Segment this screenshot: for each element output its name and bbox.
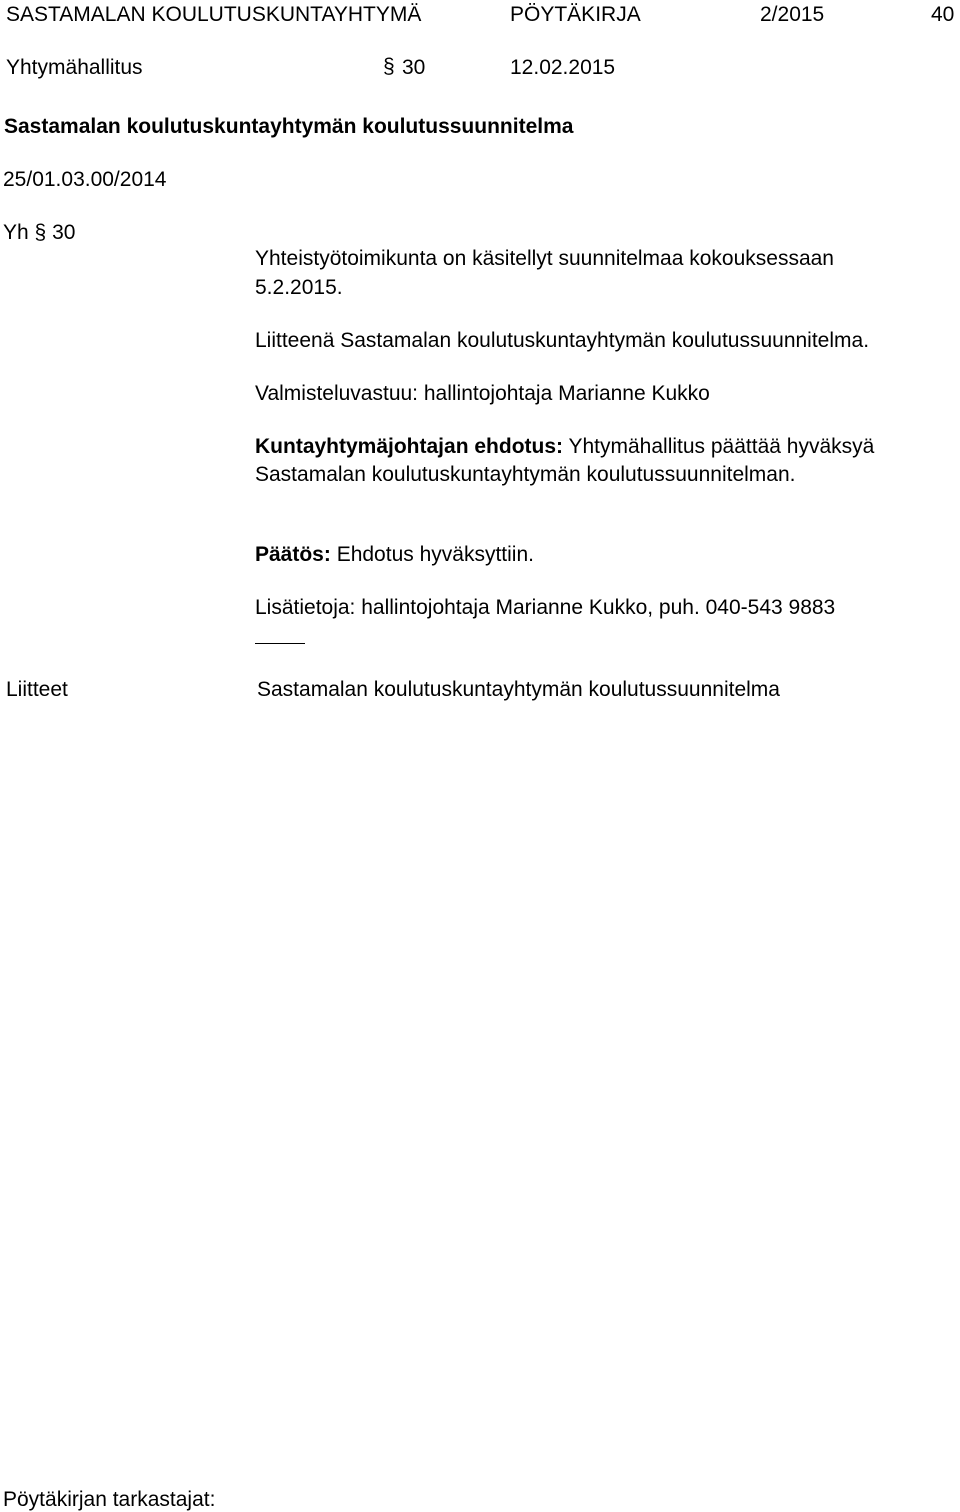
- separator-line: [255, 643, 305, 644]
- item-label-number: 30: [52, 221, 76, 244]
- header-body: Yhtymähallitus: [6, 56, 143, 79]
- decision-label: Päätös:: [255, 543, 331, 566]
- decision-line: [255, 544, 534, 565]
- additional-info: Lisätietoja: hallintojohtaja Marianne Kukko, puh. 040-543 9883: [255, 596, 836, 619]
- header-doc-type: PÖYTÄKIRJA: [510, 3, 641, 26]
- paragraph-preparer: Valmisteluvastuu: hallintojohtaja Marianne Kukko: [255, 382, 710, 405]
- header-date: 12.02.2015: [510, 56, 616, 79]
- section-symbol-icon: §: [383, 55, 395, 78]
- proposal-line-2: Sastamalan koulutuskuntayhtymän koulutussuunnitelman.: [255, 463, 796, 486]
- header-page-number: 40: [931, 3, 955, 26]
- paragraph-1-line-1: Yhteistyötoimikunta on käsitellyt suunnitelmaa kokouksessaan: [255, 247, 834, 270]
- proposal-line-1: [255, 436, 874, 457]
- header-organization: SASTAMALAN KOULUTUSKUNTAYHTYMÄ: [6, 3, 422, 26]
- item-label-prefix: Yh: [3, 221, 29, 244]
- attachments-label: Liitteet: [6, 678, 68, 701]
- reviewers-label: Pöytäkirjan tarkastajat:: [3, 1488, 216, 1511]
- section-symbol-icon: §: [34, 221, 47, 244]
- item-label: [3, 222, 75, 243]
- paragraph-attachment-note: Liitteenä Sastamalan koulutuskuntayhtymän koulutussuunnitelma.: [255, 329, 870, 352]
- header-doc-number: 2/2015: [760, 3, 825, 26]
- document-title: Sastamalan koulutuskuntayhtymän koulutussuunnitelma: [4, 115, 574, 138]
- attachment-item: Sastamalan koulutuskuntayhtymän koulutussuunnitelma: [257, 678, 780, 701]
- proposal-label: Kuntayhtymäjohtajan ehdotus:: [255, 435, 564, 458]
- paragraph-1-line-2: 5.2.2015.: [255, 276, 343, 299]
- decision-text: Ehdotus hyväksyttiin.: [330, 543, 534, 566]
- proposal-text: Yhtymähallitus päättää hyväksyä: [563, 435, 875, 458]
- header-section-number: 30: [402, 56, 426, 79]
- reference-number: 25/01.03.00/2014: [3, 168, 167, 191]
